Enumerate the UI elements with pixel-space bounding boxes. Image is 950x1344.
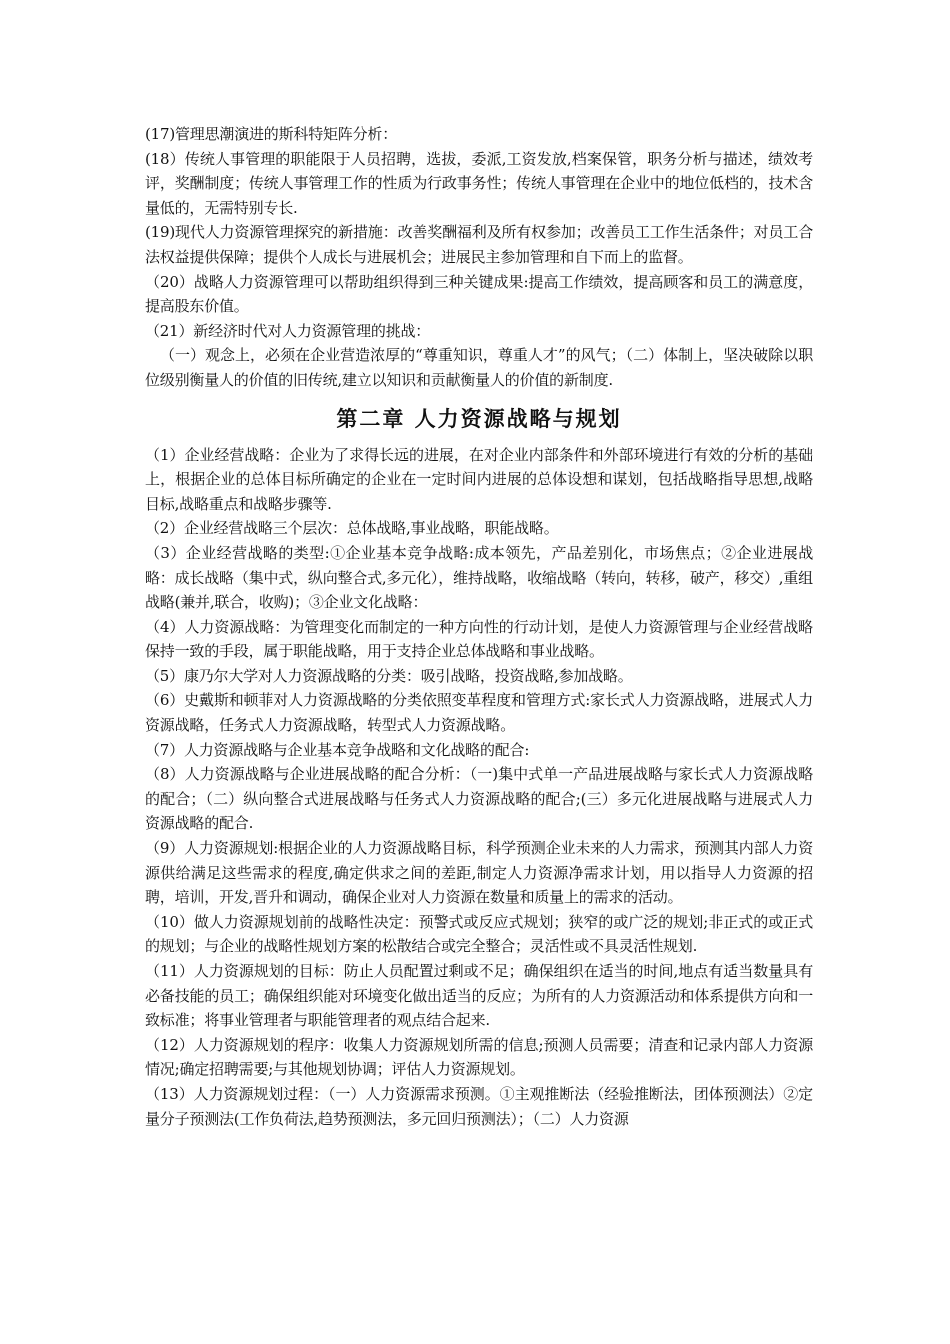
chapter2-paragraph-13: （13）人力资源规划过程：（一）人力资源需求预测。①主观推断法（经验推断法，团体预测法）②定量分子预测法(工作负荷法,趋势预测法，多元回归预测法）；（二）人力资源: [145, 1084, 813, 1128]
chapter-title: 第二章 人力资源战略与规划: [336, 405, 622, 431]
chapter2-paragraph-8: （8）人力资源战略与企业进展战略的配合分析：（一)集中式单一产品进展战略与家长式人力资源战略的配合；（二）纵向整合式进展战略与任务式人力资源战略的配合;(三）多元化进展战略与进展式人力资源战略的配合.: [145, 765, 813, 833]
document-page: [145, 122, 813, 1131]
paragraph-19: (19)现代人力资源管理探究的新措施：改善奖酬福利及所有权参加；改善员工工作生活条件；对员工合法权益提供保障；提供个人成长与进展机会；进展民主参加管理和自下而上的监督。: [145, 223, 813, 266]
chapter2-paragraph-1: （1）企业经营战略：企业为了求得长远的进展，在对企业内部条件和外部环境进行有效的分析的基础上，根据企业的总体目标所确定的企业在一定时间内进展的总体设想和谋划，包括战略指导思想,战略目标,战略重点和战略步骤等.: [145, 445, 813, 513]
chapter2-paragraph-5: （5）康乃尔大学对人力资源战略的分类：吸引战略，投资战略,参加战略。: [145, 666, 633, 685]
chapter2-paragraph-2: （2）企业经营战略三个层次：总体战略,事业战略，职能战略。: [145, 519, 559, 538]
paragraph-21: （21）新经济时代对人力资源管理的挑战：: [145, 321, 431, 340]
paragraph-17: (17)管理思潮演进的斯科特矩阵分析：: [145, 125, 397, 143]
chapter2-paragraph-4: （4）人力资源战略：为管理变化而制定的一种方向性的行动计划，是使人力资源管理与企业经营战略保持一致的手段，属于职能战略，用于支持企业总体战略和事业战略。: [145, 617, 813, 661]
paragraph-21-detail: （一）观念上，必须在企业营造浓厚的“尊重知识，尊重人才”的风气；（二）体制上，坚决破除以职位级别衡量人的价值的旧传统,建立以知识和贡献衡量人的价值的新制度.: [145, 346, 813, 389]
chapter2-paragraph-10: （10）做人力资源规划前的战略性决定：预警式或反应式规划；狭窄的或广泛的规划;非正式的或正式的规划；与企业的战略性规划方案的松散结合或完全整合；灵活性或不具灵活性规划.: [145, 912, 813, 956]
chapter2-paragraph-11: （11）人力资源规划的目标：防止人员配置过剩或不足；确保组织在适当的时间,地点有适当数量具有必备技能的员工；确保组织能对环境变化做出适当的反应；为所有的人力资源活动和体系提供方向和一致标准；将事业管理者与职能管理者的观点结合起来.: [145, 962, 813, 1030]
paragraph-18: (18）传统人事管理的职能限于人员招聘，选拔，委派,工资发放,档案保管，职务分析与描述，绩效考评，奖酬制度；传统人事管理工作的性质为行政事务性；传统人事管理在企业中的地位低档的，技术含量低的，无需特别专长.: [145, 149, 813, 217]
chapter2-paragraph-9: （9）人力资源规划:根据企业的人力资源战略目标，科学预测企业未来的人力需求，预测其内部人力资源供给满足这些需求的程度,确定供求之间的差距,制定人力资源净需求计划，用以指导人力资源的招聘，培训，开发,晋升和调动，确保企业对人力资源在数量和质量上的需求的活动。: [145, 839, 813, 907]
chapter2-paragraph-3: （3）企业经营战略的类型:①企业基本竞争战略:成本领先，产品差别化，市场焦点；②企业进展战略：成长战略（集中式，纵向整合式,多元化），维持战略，收缩战略（转向，转移，破产，移交）,重组战略(兼并,联合，收购)；③企业文化战略：: [145, 543, 813, 612]
chapter2-paragraph-7: （7）人力资源战略与企业基本竞争战略和文化战略的配合:: [145, 740, 530, 759]
chapter2-paragraph-6: （6）史戴斯和顿菲对人力资源战略的分类依照变革程度和管理方式:家长式人力资源战略，进展式人力资源战略，任务式人力资源战略，转型式人力资源战略。: [145, 691, 813, 735]
chapter2-paragraph-12: （12）人力资源规划的程序：收集人力资源规划所需的信息;预测人员需要；清查和记录内部人力资源情况;确定招聘需要;与其他规划协调；评估人力资源规划。: [145, 1035, 813, 1079]
paragraph-20: （20）战略人力资源管理可以帮助组织得到三种关键成果:提高工作绩效，提高顾客和员工的满意度，提高股东价值。: [145, 272, 813, 316]
